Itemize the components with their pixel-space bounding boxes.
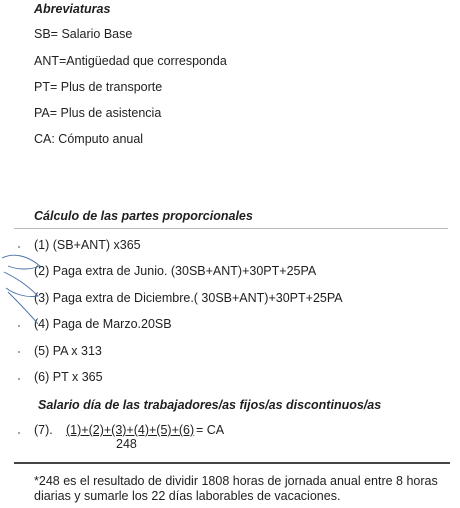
footnote-rule bbox=[14, 462, 450, 464]
formula-1: (1) (SB+ANT) x365 bbox=[34, 238, 141, 252]
formula-7-numerator: (1)+(2)+(3)+(4)+(5)+(6) bbox=[66, 423, 195, 437]
formula-2: (2) Paga extra de Junio. (30SB+ANT)+30PT+25PA bbox=[34, 264, 317, 278]
abbreviations-heading: Abreviaturas bbox=[34, 2, 111, 16]
formula-7-label: (7). bbox=[34, 423, 53, 437]
abbreviation-ca: CA: Cómputo anual bbox=[34, 132, 144, 146]
abbreviation-ant: ANT=Antigüedad que corresponda bbox=[34, 54, 227, 68]
daily-salary-heading: Salario día de las trabajadores/as fijos/as discontinuos/as bbox=[38, 398, 382, 412]
proportional-parts-heading: Cálculo de las partes proporcionales bbox=[34, 209, 253, 223]
formula-5: (5) PA x 313 bbox=[34, 344, 102, 358]
formula-4: (4) Paga de Marzo.20SB bbox=[34, 317, 172, 331]
formula-7-denominator: 248 bbox=[116, 437, 137, 451]
formula-3: (3) Paga extra de Diciembre.( 30SB+ANT)+30PT+25PA bbox=[34, 291, 343, 305]
abbreviation-sb: SB= Salario Base bbox=[34, 27, 133, 41]
formula-6: (6) PT x 365 bbox=[34, 370, 103, 384]
abbreviation-pt: PT= Plus de transporte bbox=[34, 80, 163, 94]
abbreviation-pa: PA= Plus de asistencia bbox=[34, 106, 162, 120]
formula-7-result: = CA bbox=[196, 423, 225, 437]
footnote-text: *248 es el resultado de dividir 1808 horas de jornada anual entre 8 horas diarias y sumarle los 22 días laborables de vacaciones. bbox=[34, 474, 438, 503]
